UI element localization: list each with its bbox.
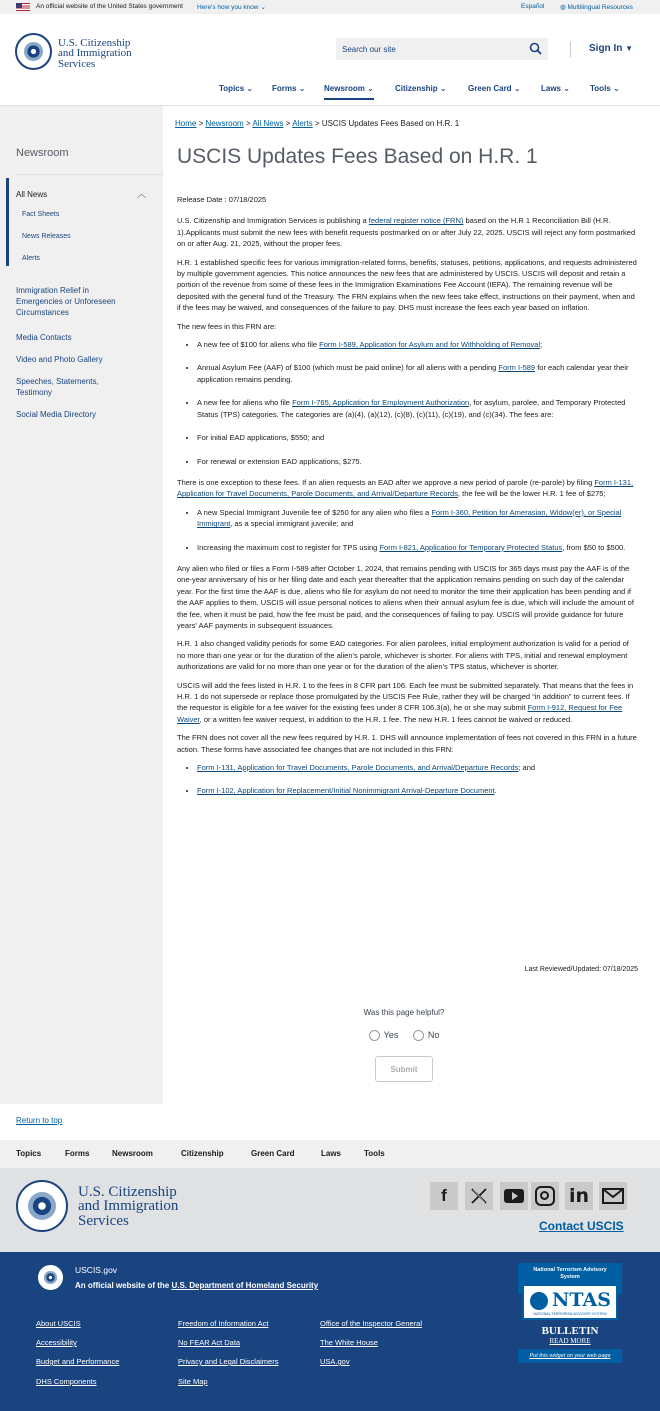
feedback-question: Was this page helpful? [363, 1008, 445, 1017]
sidebar-item-video-photo[interactable]: Video and Photo Gallery [16, 355, 103, 364]
sign-in-label: Sign In [589, 43, 623, 54]
footer-link-budget[interactable]: Budget and Performance [36, 1357, 120, 1366]
sidebar-item-news-releases[interactable]: News Releases [22, 233, 71, 240]
list-item [197, 762, 638, 773]
text: for each calendar year their application remains pending. [197, 363, 629, 384]
page-title: USCIS Updates Fees Based on H.R. 1 [177, 145, 538, 168]
dhs-seal-logo[interactable] [15, 33, 52, 70]
sign-in-button[interactable] [589, 43, 633, 54]
form-i912-link[interactable]: Form I-912, Request for Fee Waiver [177, 703, 623, 724]
header-divider [570, 41, 571, 57]
caret-down-icon: ▼ [625, 44, 634, 53]
dhs-seal-footer-logo[interactable] [16, 1180, 68, 1232]
footer-nav-forms[interactable]: Forms [65, 1149, 90, 1158]
sidebar-item-immigration-relief[interactable]: Immigration Relief in Emergencies or Unforeseen Circumstances [16, 286, 116, 317]
paragraph-5: Any alien who filed or files a Form I-589 after October 1, 2024, that remains pending with USCIS for 365 days must pay the AAF is of the one-year anniversary of his or her filing date and each year thereafter that the application remains pending on such day of the calendar year. For the first time the AAF is due, aliens who file for asylum do not need to monitor the time their application has been pending and if the AAF applies to them. USCIS will issue personal notices to aliens when their annual asylum fee is due, which will include the amount of the fee, when it must be paid, how the fee must be paid, and the consequences of failing to pay. USCIS will provide guidance for future years' AAF payments in subsequent issuances. [177, 563, 634, 630]
last-reviewed: Last Reviewed/Updated: 07/18/2025 [524, 966, 638, 973]
footer-link-accessibility[interactable]: Accessibility [36, 1338, 77, 1347]
linkedin-icon[interactable]: in [565, 1182, 593, 1210]
list-item [197, 362, 638, 385]
nav-green-card-label: Green Card [468, 84, 512, 93]
form-i589-short-link[interactable]: Form I-589 [498, 363, 536, 373]
ntas-logo-text: NTAS [552, 1289, 611, 1311]
breadcrumb-sep: > [245, 119, 251, 128]
text: , or a written fee waiver request, in addition to the H.R. 1 fee. The new H.R. 1 fees cannot be waived or reduced. [199, 714, 573, 724]
text: A new fee for aliens who file [197, 398, 293, 408]
yes-option[interactable] [369, 1030, 399, 1040]
site-header [0, 14, 660, 106]
footer-logo-line-2: and Immigration [78, 1198, 179, 1215]
dhs-link[interactable]: U.S. Department of Homeland Security [171, 1281, 319, 1290]
logo-line-1: U.S. Citizenship [58, 37, 131, 49]
paragraph-7 [177, 680, 638, 726]
breadcrumb [175, 119, 459, 128]
official-text: An official website of the [75, 1281, 172, 1290]
yes-label: Yes [383, 1030, 399, 1040]
logo-line-2: and Immigration [58, 47, 132, 60]
text: , the fee will be the lower H.R. 1 fee of $275; [457, 489, 606, 499]
x-twitter-icon[interactable] [465, 1182, 493, 1210]
espanol-link[interactable]: Español [521, 3, 545, 10]
release-date: Release Date : 07/18/2025 [177, 195, 267, 204]
ntas-logo [522, 1284, 618, 1320]
paragraph-3: The new fees in this FRN are: [177, 321, 277, 331]
footer-logo-social [0, 1168, 660, 1252]
ntas-seal-icon [530, 1292, 548, 1310]
text: There is one exception to these fees. If an alien requests an EAD after we approve a new period of parole (re-parole) by filing [177, 477, 595, 487]
breadcrumb-sep: > [285, 119, 291, 128]
footer-logo-line-1: U.S. Citizenship [78, 1184, 177, 1200]
footer-link-about[interactable]: About USCIS [36, 1319, 81, 1328]
multilingual-resources-link[interactable] [560, 3, 633, 11]
sidebar-item-all-news[interactable]: All News [16, 190, 48, 199]
no-option[interactable] [413, 1030, 440, 1040]
breadcrumb-home[interactable]: Home [175, 119, 197, 128]
nav-laws[interactable] [541, 84, 570, 93]
return-to-top-link[interactable]: Return to top [16, 1116, 63, 1125]
paragraph-4 [177, 477, 638, 500]
chevron-down-icon: ⌄ [563, 84, 570, 93]
instagram-icon[interactable] [531, 1182, 559, 1210]
text: , from $50 to $500. [562, 542, 626, 552]
footer-link-privacy[interactable]: Privacy and Legal Disclaimers [178, 1357, 279, 1366]
chevron-down-icon: ⌄ [367, 84, 374, 93]
text: Increasing the maximum cost to register for TPS using [197, 542, 380, 552]
footer-bottom [0, 1252, 660, 1411]
text: U.S. Citizenship and Immigration Services is publishing a [177, 216, 369, 226]
chevron-down-icon: ⌄ [612, 84, 620, 93]
search-icon[interactable] [529, 42, 542, 57]
text: USCIS will add the fees listed in H.R. 1 to the fees in 8 CFR part 106. Each fee must be submitted separately. That means that the fees in H.R. 1 do not supersede or replace those promulgated by the USCIS Fee Rule, rather they will be charged “in addition” to current fees. If the requestor is eligible for a fee waiver for the existing fees under 8 CFR 106.3(a), he or she may submit [177, 680, 634, 713]
sidebar-title: Newsroom [16, 147, 69, 159]
text: , as a special immigrant juvenile; and [230, 519, 354, 529]
submit-button[interactable]: Submit [375, 1056, 433, 1082]
nav-citizenship-label: Citizenship [395, 84, 438, 93]
text: ; and [518, 763, 536, 773]
chevron-down-icon: ⌄ [439, 84, 447, 93]
footer-nav-topics[interactable]: Topics [16, 1149, 42, 1158]
text: A new Special Immigrant Juvenile fee of $250 for any alien who files a [197, 507, 432, 517]
nav-newsroom[interactable] [324, 84, 374, 93]
feedback-widget [163, 1008, 645, 1074]
breadcrumb-newsroom[interactable]: Newsroom [205, 119, 244, 128]
footer-link-oig[interactable]: Office of the Inspector General [320, 1319, 423, 1328]
chevron-down-icon: ⌄ [246, 84, 254, 93]
breadcrumb-alerts[interactable]: Alerts [292, 119, 313, 128]
text: based on the H.R 1 Reconciliation Bill (H.R. 1).Applicants must submit the new fees with benefit requests postmarked on or after July 22, 2025. USCIS will reject any form postmarked on or after Aug. 21, 2025, without the proper fees. [177, 216, 636, 249]
chevron-down-icon: ⌄ [298, 84, 306, 93]
footer-link-sitemap[interactable]: Site Map [178, 1377, 208, 1386]
footer-link-foia[interactable]: Freedom of Information Act [178, 1319, 269, 1328]
gov-banner [0, 0, 660, 14]
feedback-options [163, 1030, 645, 1041]
chevron-down-icon: ⌄ [260, 4, 266, 11]
footer-nav-green-card[interactable]: Green Card [251, 1149, 295, 1158]
multilingual-label: Multilingual Resources [567, 4, 633, 11]
fee-list [177, 339, 638, 467]
chevron-up-icon[interactable]: ︿ [137, 189, 147, 199]
paragraph-2: H.R. 1 established specific fees for various immigration-related forms, benefits, statuses, petitions, applications, and requests administered by multiple government agencies. This notice announces the new fees that are administered by USCIS. USCIS will deposit and retain a portion of the revenue from some of these fees in the Immigration Examinations Fee Account (IEFA). The remaining revenue will be deposited with the general fund of the Treasury. The FRN explains when the new fees take effect, instructions on their payment, when and if the fees may be waived, and consequences of the failure to pay. DHS must increase the fees each year based on inflation. [177, 257, 637, 313]
no-label: No [427, 1030, 440, 1040]
dhs-seal-small[interactable] [38, 1265, 63, 1290]
footer-nav-citizenship[interactable]: Citizenship [181, 1149, 224, 1158]
ntas-logo-subtitle: NATIONAL TERRORISM ADVISORY SYSTEM [533, 1312, 607, 1316]
list-item [197, 507, 638, 530]
text: A new fee of $100 for aliens who file [197, 340, 320, 350]
sidebar-item-media-contacts[interactable]: Media Contacts [16, 333, 72, 342]
breadcrumb-all-news[interactable]: All News [252, 119, 284, 128]
heres-how-you-know-label: Here's how you know [197, 4, 259, 11]
nav-tools-label: Tools [590, 84, 611, 93]
footer-link-usa-gov[interactable]: USA.gov [320, 1357, 350, 1366]
footer-nav-laws[interactable]: Laws [321, 1149, 342, 1158]
footer-link-dhs-components[interactable]: DHS Components [36, 1377, 97, 1386]
footer-link-white-house[interactable]: The White House [320, 1338, 378, 1347]
uscis-logo-text[interactable] [58, 38, 132, 69]
text: Annual Asylum Fee (AAF) of $100 (which must be paid online) for all aliens with a pending [197, 363, 499, 373]
nav-forms[interactable] [272, 84, 305, 93]
globe-icon: ◍ [560, 4, 566, 11]
ntas-widget[interactable] [518, 1263, 622, 1371]
footer-nav-tools[interactable]: Tools [364, 1149, 385, 1158]
paragraph-1 [177, 215, 638, 249]
list-item [197, 397, 638, 420]
sidebar-item-speeches[interactable]: Speeches, Statements, Testimony [16, 377, 99, 397]
sidebar-all-news-group [6, 178, 163, 266]
sidebar-item-fact-sheets[interactable]: Fact Sheets [22, 211, 60, 218]
footer-logo-line-3: Services [78, 1212, 129, 1229]
ntas-title: National Terrorism Advisory System [518, 1263, 622, 1294]
form-i589-link[interactable]: Form I-589, Application for Asylum and for Withholding of Removal [319, 340, 541, 350]
form-i360-link[interactable]: Form I-360, Petition for Amerasian, Widow(er), or Special Immigrant [197, 507, 622, 529]
nav-topics-label: Topics [219, 84, 245, 93]
list-item [197, 542, 638, 553]
nav-tools[interactable] [590, 84, 620, 93]
heres-how-you-know-link[interactable] [197, 3, 266, 11]
text: , for asylum, parolee, and Temporary Protected Status (TPS) categories. The categories are (a)(4), (a)(12), (c)(8), (c)(11), (c)(19), and (c)(34). The fees are: [197, 398, 626, 419]
breadcrumb-sep: > [314, 119, 320, 128]
yes-radio[interactable] [369, 1030, 380, 1041]
footer-navigation [0, 1140, 660, 1168]
chevron-down-icon: ⌄ [513, 84, 521, 93]
sidebar-item-alerts[interactable]: Alerts [22, 255, 40, 262]
main-navigation [0, 84, 660, 106]
no-radio[interactable] [413, 1030, 424, 1041]
form-i765-link[interactable]: Form I-765, Application for Employment Authorization [292, 398, 470, 408]
nav-green-card[interactable] [468, 84, 521, 93]
form-i131-link-2[interactable]: Form I-131, Application for Travel Documents, Parole Documents, and Arrival/Departure Records [197, 763, 519, 773]
sidebar [0, 106, 163, 1104]
form-i102-link[interactable]: Form I-102, Application for Replacement/Initial Nonimmigrant Arrival-Departure Document [197, 786, 495, 796]
nav-topics[interactable] [219, 84, 253, 93]
form-i821-link[interactable]: Form I-821, Application for Temporary Protected Status [379, 542, 563, 552]
sidebar-divider [16, 174, 163, 175]
email-icon[interactable] [599, 1182, 627, 1210]
footer-nav-newsroom[interactable]: Newsroom [112, 1149, 153, 1158]
official-site-text: An official website of the United States government [36, 3, 183, 10]
logo-line-3: Services [58, 57, 96, 70]
form-i131-link[interactable]: Form I-131, Application for Travel Documents, Parole Documents, and Arrival/Departure Records [177, 477, 634, 499]
footer-link-no-fear[interactable]: No FEAR Act Data [178, 1338, 241, 1347]
nav-newsroom-label: Newsroom [324, 84, 365, 93]
facebook-icon[interactable]: f [430, 1182, 458, 1210]
uncovered-forms-list [177, 762, 638, 797]
uscis-footer-logo-text[interactable] [78, 1185, 178, 1228]
ntas-bulletin: BULLETIN [541, 1325, 599, 1337]
us-flag-icon [16, 3, 30, 11]
list-item [197, 339, 638, 350]
paragraph-8: The FRN does not cover all the new fees required by H.R. 1. DHS will announce implementation of fees not covered in this FRN in a future action. These forms have associated fee changes that are not included in this FRN: [177, 733, 637, 754]
list-item: • For initial EAD applications, $550; and [197, 432, 638, 443]
breadcrumb-sep: > [198, 119, 204, 128]
contact-uscis-link[interactable]: Contact USCIS [539, 1219, 624, 1233]
youtube-icon[interactable] [500, 1182, 528, 1210]
article-body [177, 194, 638, 807]
ntas-read-more: READ MORE [549, 1337, 591, 1345]
nav-laws-label: Laws [541, 84, 562, 93]
official-dhs-line [75, 1281, 318, 1290]
nav-forms-label: Forms [272, 84, 297, 93]
sidebar-item-social-media[interactable]: Social Media Directory [16, 410, 97, 419]
fee-list-2 [177, 507, 638, 553]
text: ; [540, 340, 543, 350]
breadcrumb-current: USCIS Updates Fees Based on H.R. 1 [321, 119, 460, 128]
uscis-gov-label: USCIS.gov [75, 1265, 118, 1275]
text: . [494, 786, 497, 796]
ntas-widget-link[interactable]: Put this widget on your web page [518, 1349, 622, 1363]
paragraph-6: H.R. 1 also changed validity periods for some EAD categories. For alien parolees, initial employment authorization is valid for a period of no more than one year or for the duration of the alien's parole, whichever is shorter. For aliens with TPS, initial and renewal employment authorizations are valid for no more than one year or for the duration of the alien's TPS status, whichever is shorter. [177, 639, 629, 672]
list-item: • For renewal or extension EAD applications, $275. [197, 456, 638, 467]
search-placeholder: Search our site [342, 45, 396, 54]
nav-citizenship[interactable] [395, 84, 447, 93]
list-item [197, 785, 638, 796]
frn-link[interactable]: federal register notice (FRN) [368, 216, 464, 226]
search-input[interactable] [336, 38, 548, 60]
